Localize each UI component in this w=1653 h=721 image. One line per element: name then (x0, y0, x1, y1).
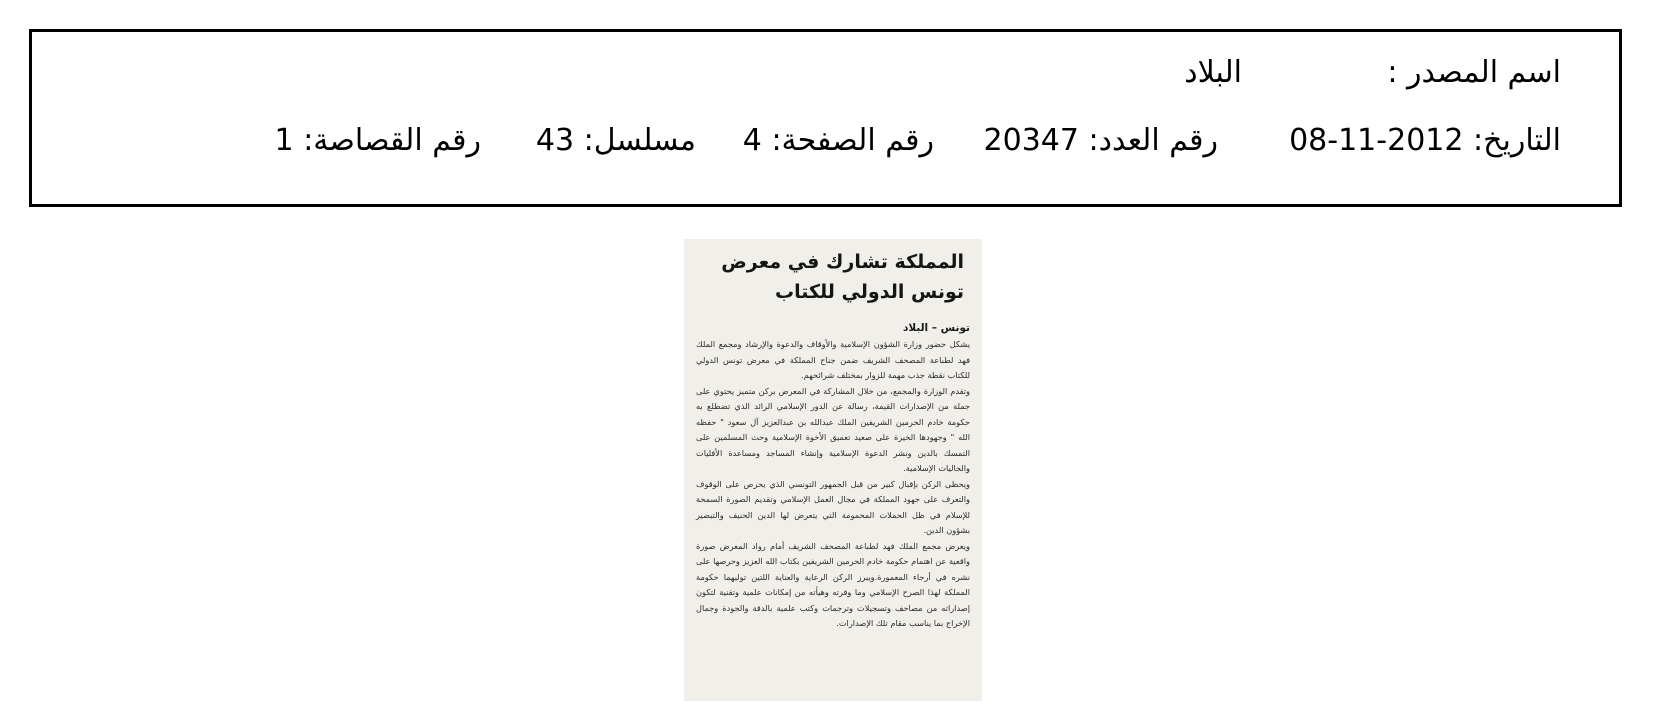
clip-number-value: 1 (274, 123, 294, 158)
article-paragraph: ويحظى الركن بإقبال كبير من قبل الجمهور التونسي الذي يحرص على الوقوف والتعرف على جهود المملكة في مجال العمل الإسلامي وتقديم الصورة السمحة للإسلام في ظل الحملات المحمومة التي يتعرض لها الدين الحنيف والتبصير بشؤون الدين. (696, 478, 970, 535)
clip-number-field (274, 123, 481, 158)
source-label: اسم المصدر : (1387, 55, 1561, 90)
article-paragraph: يشكل حضور وزارة الشؤون الإسلامية والأوقاف والدعوة والإرشاد ومجمع الملك فهد لطباعة المصحف الشريف ضمن جناح المملكة في معرض تونس الدولي للكتاب نقطة جذب مهمة للزوار بمختلف شرائحهم. (696, 339, 970, 380)
date-label: التاريخ: (1473, 123, 1561, 158)
clip-number-label: رقم القصاصة: (303, 123, 481, 158)
page-field (742, 123, 934, 158)
page-label: رقم الصفحة: (771, 123, 934, 158)
issue-label: رقم العدد: (1088, 123, 1218, 158)
date-value: 2012-11-08 (1289, 123, 1464, 158)
article-dateline: تونس – البلاد (902, 322, 970, 334)
serial-value: 43 (535, 123, 575, 158)
serial-field (535, 123, 696, 158)
headline-line-2: تونس الدولي للكتاب (775, 281, 964, 303)
page-value: 4 (742, 123, 762, 158)
issue-value: 20347 (983, 123, 1079, 158)
newspaper-clipping (684, 239, 982, 701)
article-paragraph: ويعرض مجمع الملك فهد لطباعة المصحف الشريف أمام رواد المعرض صورة واقعية عن اهتمام حكومة خادم الحرمين الشريفين بكتاب الله العزيز وحرصها على نشره في أرجاء المعمورة.ويبرز الركن الرعاية والعناية اللتين توليهما حكومة المملكة لهذا الصرح الإسلامي وما وفرته وهيأته من إمكانات علمية وتقنية لتكون إصداراته من مصاحف وتسجيلات وترجمات وكتب علمية بالدقة والجودة وجمال الإخراج بما يناسب مقام تلك الإصدارات. (696, 540, 970, 628)
date-field (1289, 123, 1561, 158)
article-headline (696, 247, 964, 307)
article-body (696, 337, 970, 632)
serial-label: مسلسل: (583, 123, 696, 158)
document-metadata-box (29, 29, 1622, 207)
headline-line-1: المملكة تشارك في معرض (721, 251, 964, 273)
issue-field (983, 123, 1218, 158)
source-value: البلاد (1184, 55, 1242, 90)
article-paragraph: وتقدم الوزارة والمجمع، من خلال المشاركة في المعرض بركن متميز يحتوي على جملة من الإصدارات القيمة، رسالة عن الدور الإسلامي الرائد الذي تضطلع به حكومة خادم الحرمين الشريفين الملك عبدالله بن عبدالعزيز آل سعود " حفظه الله " وجهودها الخيرة على صعيد تعميق الأخوة الإسلامية وحث المسلمين على التمسك بالدين ونشر الدعوة الإسلامية وإنشاء المساجد ومساعدة الأقليات والجاليات الإسلامية. (696, 385, 970, 473)
